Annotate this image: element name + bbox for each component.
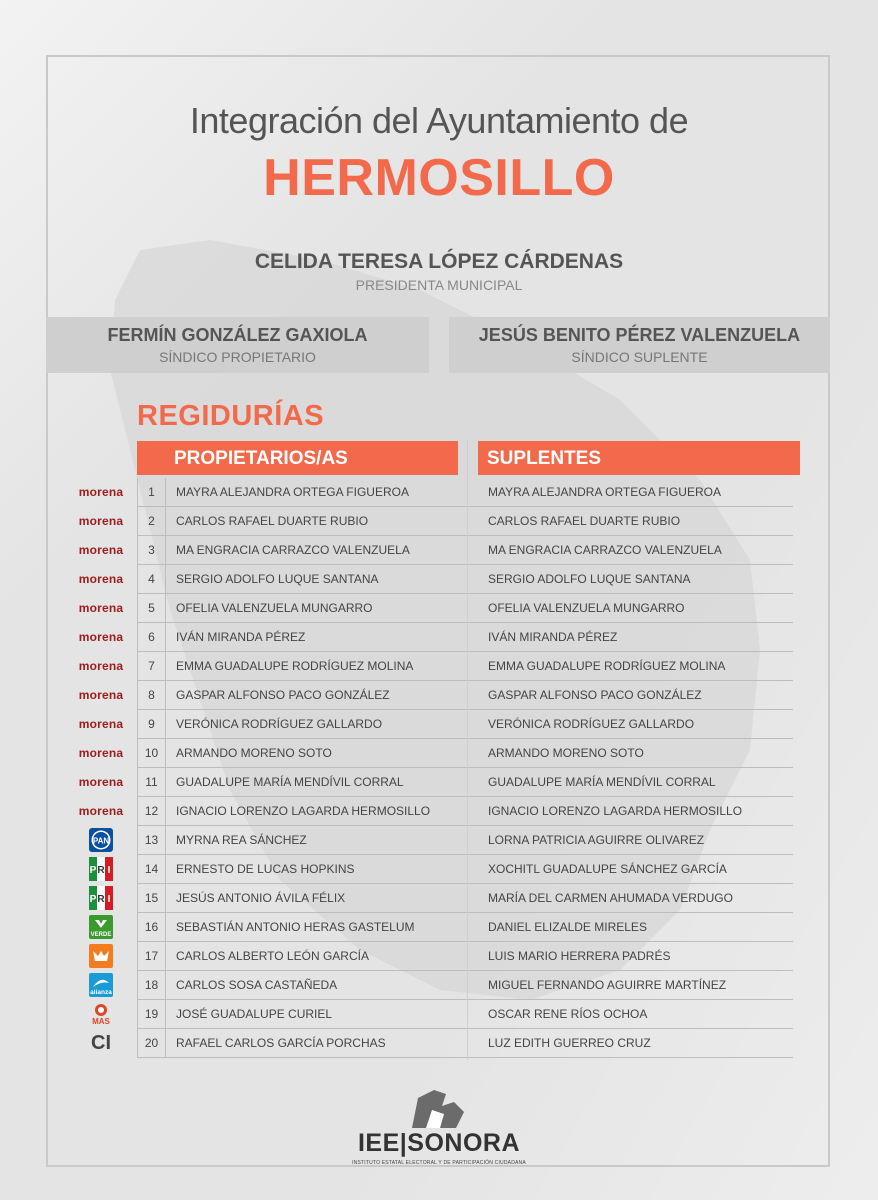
suplente-name: OSCAR RENE RÍOS OCHOA — [488, 1007, 648, 1021]
row-number: 17 — [137, 942, 166, 970]
propietario-name: IVÁN MIRANDA PÉREZ — [176, 630, 306, 644]
propietario-name: CARLOS RAFAEL DUARTE RUBIO — [176, 514, 369, 528]
nueva-alianza-logo-icon — [72, 971, 130, 999]
propietario-name: SEBASTIÁN ANTONIO HERAS GASTELUM — [176, 920, 415, 934]
party-label: morena — [78, 659, 124, 673]
morena-logo-icon — [72, 565, 130, 593]
propietario-name: CARLOS ALBERTO LEÓN GARCÍA — [176, 949, 369, 963]
morena-logo-icon — [72, 652, 130, 680]
svg-text:VERDE: VERDE — [90, 932, 112, 938]
morena-logo-icon — [72, 507, 130, 535]
mas-logo-icon — [72, 1000, 130, 1028]
suplente-name: VERÓNICA RODRÍGUEZ GALLARDO — [488, 717, 695, 731]
table-row — [0, 507, 878, 536]
morena-logo-icon — [72, 710, 130, 738]
sindico-name: FERMÍN GONZÁLEZ GAXIOLA — [107, 325, 368, 345]
row-number: 8 — [137, 681, 166, 709]
table-row — [0, 855, 878, 884]
propietario-name: ARMANDO MORENO SOTO — [176, 746, 332, 760]
row-divider — [137, 1057, 467, 1058]
row-number: 12 — [137, 797, 166, 825]
morena-logo-icon — [72, 536, 130, 564]
sindico-propietario-box — [46, 317, 429, 373]
table-row — [0, 565, 878, 594]
regidurias-heading: REGIDURÍAS — [137, 400, 325, 432]
row-number: 18 — [137, 971, 166, 999]
svg-text:I: I — [107, 894, 111, 905]
suplente-name: OFELIA VALENZUELA MUNGARRO — [488, 601, 685, 615]
row-number: 19 — [137, 1000, 166, 1028]
propietario-name: CARLOS SOSA CASTAÑEDA — [176, 978, 338, 992]
morena-logo-icon — [72, 768, 130, 796]
party-label: morena — [78, 543, 124, 557]
morena-logo-icon — [72, 594, 130, 622]
row-number: 9 — [137, 710, 166, 738]
svg-text:MAS: MAS — [92, 1017, 110, 1026]
propietario-name: ERNESTO DE LUCAS HOPKINS — [176, 862, 355, 876]
table-row — [0, 594, 878, 623]
sindico-name: JESÚS BENITO PÉREZ VALENZUELA — [478, 325, 801, 345]
party-label: morena — [78, 746, 124, 760]
morena-logo-icon — [72, 478, 130, 506]
suplentes-header: SUPLENTES — [478, 441, 800, 475]
pri-logo-icon — [72, 884, 130, 912]
suplente-name: LORNA PATRICIA AGUIRRE OLIVAREZ — [488, 833, 705, 847]
propietario-name: VERÓNICA RODRÍGUEZ GALLARDO — [176, 717, 383, 731]
table-row — [0, 623, 878, 652]
table-row — [0, 1000, 878, 1029]
table-row — [0, 826, 878, 855]
president-role: PRESIDENTA MUNICIPAL — [355, 277, 523, 293]
suplente-name: LUZ EDITH GUERREO CRUZ — [488, 1036, 651, 1050]
suplente-name: MAYRA ALEJANDRA ORTEGA FIGUEROA — [488, 485, 721, 499]
iee-logo-subtitle: INSTITUTO ESTATAL ELECTORAL Y DE PARTICIPACIÓN CIUDADANA — [352, 1160, 526, 1166]
propietario-name: JOSÉ GUADALUPE CURIEL — [176, 1007, 333, 1021]
sindico-role: SÍNDICO PROPIETARIO — [159, 349, 316, 365]
row-number: 1 — [137, 478, 166, 506]
morena-logo-icon — [72, 797, 130, 825]
svg-text:P: P — [89, 865, 97, 876]
morena-logo-icon — [72, 681, 130, 709]
suplente-name: DANIEL ELIZALDE MIRELES — [488, 920, 647, 934]
propietario-name: MA ENGRACIA CARRAZCO VALENZUELA — [176, 543, 410, 557]
svg-text:I: I — [107, 865, 111, 876]
svg-text:P: P — [89, 894, 97, 905]
propietario-name: EMMA GUADALUPE RODRÍGUEZ MOLINA — [176, 659, 414, 673]
movimiento-ciudadano-logo-icon — [72, 942, 130, 970]
svg-text:alianza: alianza — [90, 989, 112, 996]
iee-logo-icon — [404, 1088, 474, 1132]
table-row — [0, 913, 878, 942]
row-number: 14 — [137, 855, 166, 883]
party-label: morena — [78, 485, 124, 499]
row-number: 2 — [137, 507, 166, 535]
suplente-name: IVÁN MIRANDA PÉREZ — [488, 630, 618, 644]
propietario-name: GUADALUPE MARÍA MENDÍVIL CORRAL — [176, 775, 404, 789]
pri-logo-icon — [72, 855, 130, 883]
row-number: 10 — [137, 739, 166, 767]
candidatura-independiente-icon — [72, 1029, 130, 1057]
suplente-name: MA ENGRACIA CARRAZCO VALENZUELA — [488, 543, 722, 557]
propietario-name: IGNACIO LORENZO LAGARDA HERMOSILLO — [176, 804, 431, 818]
suplente-name: ARMANDO MORENO SOTO — [488, 746, 644, 760]
row-divider — [468, 1057, 793, 1058]
suplente-name: SERGIO ADOLFO LUQUE SANTANA — [488, 572, 691, 586]
table-row — [0, 797, 878, 826]
suplente-name: LUIS MARIO HERRERA PADRÉS — [488, 949, 671, 963]
propietario-name: SERGIO ADOLFO LUQUE SANTANA — [176, 572, 379, 586]
row-number: 20 — [137, 1029, 166, 1057]
pan-logo-icon — [72, 826, 130, 854]
table-row — [0, 652, 878, 681]
row-number: 11 — [137, 768, 166, 796]
table-row — [0, 768, 878, 797]
propietarios-header: PROPIETARIOS/AS — [137, 441, 458, 475]
party-label: morena — [78, 514, 124, 528]
propietario-name: JESÚS ANTONIO ÁVILA FÉLIX — [176, 891, 346, 905]
row-number: 4 — [137, 565, 166, 593]
suplente-name: MIGUEL FERNANDO AGUIRRE MARTÍNEZ — [488, 978, 727, 992]
verde-logo-icon — [72, 913, 130, 941]
party-label: morena — [78, 601, 124, 615]
table-row — [0, 478, 878, 507]
row-number: 16 — [137, 913, 166, 941]
party-label: morena — [78, 775, 124, 789]
table-row — [0, 1029, 878, 1058]
propietario-name: MYRNA REA SÁNCHEZ — [176, 833, 307, 847]
morena-logo-icon — [72, 739, 130, 767]
sindico-suplente-box — [449, 317, 830, 373]
row-number: 6 — [137, 623, 166, 651]
row-number: 13 — [137, 826, 166, 854]
propietario-name: OFELIA VALENZUELA MUNGARRO — [176, 601, 373, 615]
sindico-role: SÍNDICO SUPLENTE — [571, 349, 708, 365]
table-row — [0, 971, 878, 1000]
row-number: 15 — [137, 884, 166, 912]
propietario-name: RAFAEL CARLOS GARCÍA PORCHAS — [176, 1036, 386, 1050]
row-number: 7 — [137, 652, 166, 680]
party-label: morena — [78, 688, 124, 702]
svg-text:PAN: PAN — [92, 836, 110, 846]
party-label: morena — [78, 572, 124, 586]
page-title: Integración del Ayuntamiento de — [189, 100, 689, 141]
suplente-name: GASPAR ALFONSO PACO GONZÁLEZ — [488, 688, 702, 702]
propietario-name: MAYRA ALEJANDRA ORTEGA FIGUEROA — [176, 485, 409, 499]
row-number: 5 — [137, 594, 166, 622]
table-row — [0, 536, 878, 565]
party-label: morena — [78, 717, 124, 731]
suplente-name: XOCHITL GUADALUPE SÁNCHEZ GARCÍA — [488, 862, 727, 876]
suplente-name: MARÍA DEL CARMEN AHUMADA VERDUGO — [488, 891, 733, 905]
morena-logo-icon — [72, 623, 130, 651]
iee-sonora-logo-text: IEE|SONORA — [357, 1129, 521, 1157]
suplente-name: IGNACIO LORENZO LAGARDA HERMOSILLO — [488, 804, 743, 818]
president-name: CELIDA TERESA LÓPEZ CÁRDENAS — [254, 250, 624, 273]
suplente-name: EMMA GUADALUPE RODRÍGUEZ MOLINA — [488, 659, 726, 673]
table-row — [0, 942, 878, 971]
city-title: HERMOSILLO — [263, 149, 615, 207]
table-row — [0, 884, 878, 913]
svg-text:R: R — [97, 894, 105, 905]
row-number: 3 — [137, 536, 166, 564]
regidurias-table — [0, 478, 878, 1058]
table-row — [0, 739, 878, 768]
suplente-name: CARLOS RAFAEL DUARTE RUBIO — [488, 514, 681, 528]
table-row — [0, 710, 878, 739]
suplente-name: GUADALUPE MARÍA MENDÍVIL CORRAL — [488, 775, 716, 789]
table-row — [0, 681, 878, 710]
party-label: CI — [91, 1031, 111, 1054]
party-label: morena — [78, 804, 124, 818]
party-label: morena — [78, 630, 124, 644]
propietario-name: GASPAR ALFONSO PACO GONZÁLEZ — [176, 688, 390, 702]
svg-text:R: R — [97, 865, 105, 876]
